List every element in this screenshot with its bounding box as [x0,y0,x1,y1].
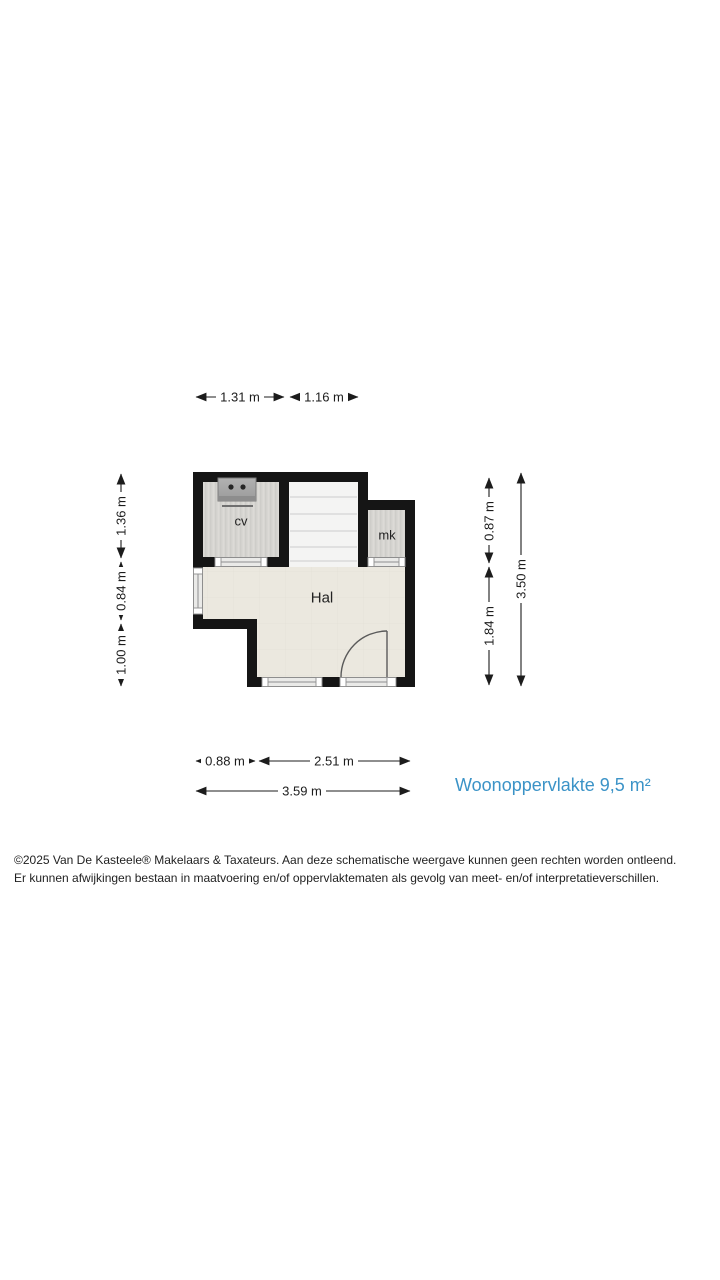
living-area-label: Woonoppervlakte 9,5 m² [455,775,651,795]
room-label-mk: mk [378,527,396,543]
disclaimer-line-2: Er kunnen afwijkingen bestaan in maatvoering en/of oppervlaktematen als gevolg van meet- en/of interpretatieverschillen. [14,871,660,885]
dim-top-2 [290,390,358,405]
entrance-door-opening [340,678,396,687]
dim-left-2 [114,562,129,620]
bottom-wall-window [262,678,322,687]
dim-right-overall [514,473,529,686]
svg-text:0.84 m: 0.84 m [113,571,129,611]
svg-text:1.84 m: 1.84 m [481,606,497,646]
disclaimer [14,851,714,887]
room-label-hal: Hal [310,589,334,607]
dim-bottom-overall [196,784,410,799]
floor-plan [193,472,415,687]
dim-right-2 [482,567,497,685]
staircase [289,482,358,567]
cv-door-opening [215,558,267,567]
dim-left-3 [114,624,129,686]
room-label-cv: cv [234,513,248,529]
svg-text:3.50 m: 3.50 m [513,559,529,599]
dim-top-1 [196,390,284,405]
svg-text:1.16 m: 1.16 m [304,389,344,405]
dim-left-1 [114,474,129,558]
svg-text:2.51 m: 2.51 m [314,753,354,769]
dim-bottom-1 [196,754,255,769]
svg-text:1.36 m: 1.36 m [113,496,129,536]
disclaimer-line-1: ©2025 Van De Kasteele® Makelaars & Taxateurs. Aan deze schematische weergave kunnen geen rechten worden ontleend. [14,853,677,867]
svg-text:3.59 m: 3.59 m [282,783,322,799]
svg-text:0.88 m: 0.88 m [205,753,245,769]
left-wall-window [194,568,203,614]
svg-text:1.31 m: 1.31 m [220,389,260,405]
svg-text:1.00 m: 1.00 m [113,635,129,675]
svg-text:0.87 m: 0.87 m [481,501,497,541]
dim-right-1 [482,478,497,563]
dim-bottom-2 [259,754,410,769]
mk-door-opening [368,558,405,567]
